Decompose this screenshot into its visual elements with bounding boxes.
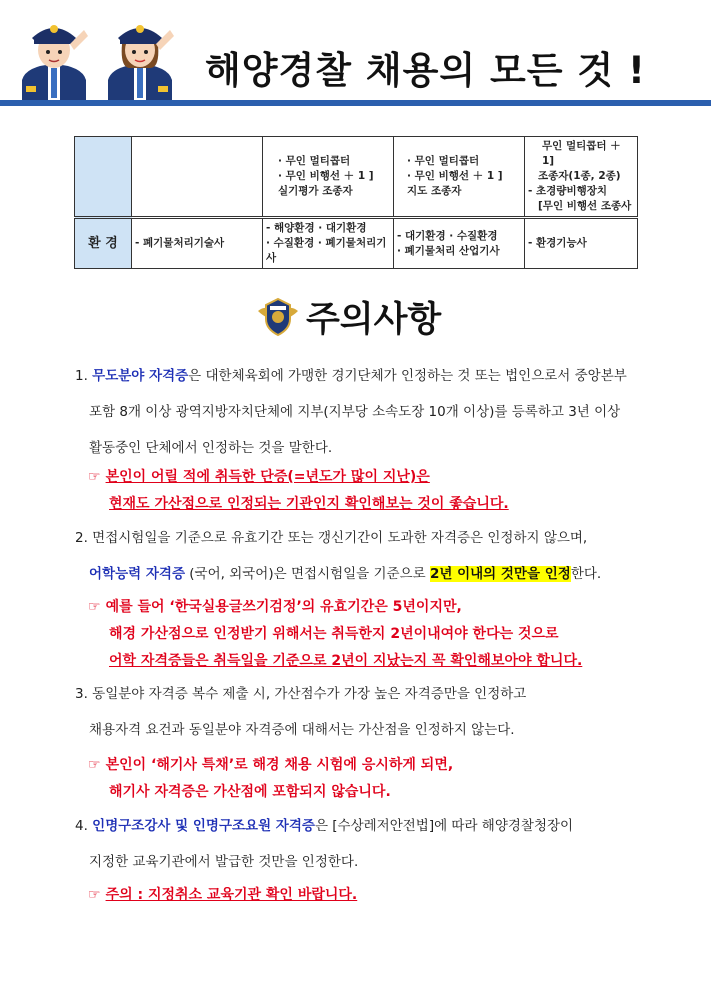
table-cell: - 환경기능사: [525, 218, 638, 269]
notice-item-2: [75, 520, 655, 592]
notice-heading: [256, 292, 441, 342]
cell-line: 실기평가 조종자: [278, 185, 353, 197]
cell-line: - 해양환경 · 대기환경: [266, 222, 367, 234]
cell-line: · 무인 멀티콥터: [278, 155, 351, 167]
warning-text: 본인이 어릴 적에 취득한 단증(=년도가 많이 지난)은: [105, 469, 430, 485]
notice-item-3: [75, 676, 655, 748]
item-number: 1.: [75, 368, 93, 384]
warning-text: 해경 가산점으로 인정받기 위해서는 취득한지 2년이내여야 한다는 것으로: [109, 626, 559, 642]
notice-title: 주의사항: [306, 300, 442, 340]
cell-line: 조종자(1종, 2종): [538, 170, 621, 182]
warning-note-1: [88, 464, 688, 518]
cell-line: 지도 조종자: [407, 185, 462, 197]
warning-note-2: [88, 594, 688, 675]
cell-line: [무인 비행선 조종사: [538, 200, 632, 212]
warning-line: [88, 752, 688, 779]
warning-text: 예를 들어 ‘한국실용글쓰기검정’의 유효기간은 5년이지만,: [105, 599, 462, 615]
warning-text: 주의 : 지정취소 교육기관 확인 바랍니다.: [105, 887, 358, 903]
warning-text: 어학 자격증들은 취득일을 기준으로 2년이 지났는지 꼭 확인해보아야 합니다.: [109, 653, 583, 669]
table-cell-category: [75, 137, 132, 218]
warning-line: [88, 491, 688, 518]
warning-text: 본인이 ‘해기사 특채’로 해경 채용 시험에 응시하게 되면,: [105, 757, 454, 773]
highlighted-term: 무도분야 자격증: [92, 368, 189, 384]
item-line: 포함 8개 이상 광역지방자치단체에 지부(지부당 소속도장 10개 이상)를 등록하고 3년 이상: [89, 404, 621, 420]
pointing-hand-icon: ☞: [88, 469, 101, 485]
warning-line: [88, 464, 688, 491]
item-line: 2. 면접시험일을 기준으로 유효기간 또는 갱신기간이 도과한 자격증은 인정하지 않으며,: [75, 530, 588, 546]
cell-line: · 폐기물처리 산업기사: [397, 244, 500, 257]
cell-line: · 수질환경 · 폐기물처리기사: [266, 237, 387, 264]
highlighted-text: 2년 이내의 것만을 인정: [429, 566, 571, 582]
table-cell: [263, 137, 394, 218]
warning-note-4: [88, 882, 688, 909]
warning-line: [88, 648, 688, 675]
table-cell: [394, 218, 525, 269]
cell-line: - 대기환경 · 수질환경: [397, 229, 498, 242]
item-line: 3. 동일분야 자격증 복수 제출 시, 가산점수가 가장 높은 자격증만을 인정하고: [75, 686, 527, 702]
pointing-hand-icon: ☞: [88, 887, 101, 903]
warning-line: [88, 594, 688, 621]
female-officer-icon: [100, 14, 180, 102]
certificate-table: [74, 136, 638, 269]
coast-guard-emblem-icon: [256, 297, 300, 337]
item-text: (국어, 외국어)은 면접시험일을 기준으로: [185, 566, 430, 582]
table-cell: [263, 218, 394, 269]
pointing-hand-icon: ☞: [88, 599, 101, 615]
cell-line: 무인 멀티콥터 ＋ 1]: [542, 140, 621, 167]
notice-item-1: [75, 358, 655, 466]
item-number: 4.: [75, 818, 93, 834]
item-line: 채용자격 요건과 동일분야 자격증에 대해서는 가산점을 인정하지 않는다.: [89, 722, 515, 738]
item-text: 은 대한체육회에 가맹한 경기단체가 인정하는 것 또는 법인으로서 중앙본부: [188, 368, 627, 384]
item-line: [75, 808, 655, 844]
table-cell: [394, 137, 525, 218]
cell-line: · 무인 비행선 ＋ 1 ]: [278, 170, 374, 182]
male-officer-icon: [14, 14, 94, 102]
table-row: [75, 218, 638, 269]
warning-text: 해기사 자격증은 가산점에 포함되지 않습니다.: [109, 784, 391, 800]
highlighted-term: 인명구조강사 및 인명구조요원 자격증: [92, 818, 315, 834]
table-cell-category: 환 경: [75, 218, 132, 269]
cell-line: · 무인 멀티콥터: [407, 155, 480, 167]
table-cell: - 폐기물처리기술사: [132, 218, 263, 269]
item-text: 한다.: [570, 566, 602, 582]
notice-item-4: [75, 808, 655, 880]
cell-line: · 무인 비행선 ＋ 1 ]: [407, 170, 503, 182]
warning-line: [88, 621, 688, 648]
item-line: [75, 358, 655, 394]
item-line: 지정한 교육기관에서 발급한 것만을 인정한다.: [89, 854, 359, 870]
warning-line: [88, 779, 688, 806]
warning-line: [88, 882, 688, 909]
item-text: 은 [수상레저안전법]에 따라 해양경찰청장이: [314, 818, 574, 834]
pointing-hand-icon: ☞: [88, 757, 101, 773]
table-row: [75, 137, 638, 218]
page-header: [0, 0, 711, 108]
highlighted-term: 어학능력 자격증: [89, 566, 185, 582]
warning-note-3: [88, 752, 688, 806]
header-divider: [0, 100, 711, 106]
page-title: 해양경찰 채용의 모든 것 !: [205, 49, 646, 92]
warning-text: 현재도 가산점으로 인정되는 기관인지 확인해보는 것이 좋습니다.: [109, 496, 509, 512]
item-line: 활동중인 단체에서 인정하는 것을 말한다.: [89, 440, 333, 456]
item-line: [75, 556, 655, 592]
cell-line: - 초경량비행장치: [528, 185, 608, 197]
table-cell: [525, 137, 638, 218]
table-cell: [132, 137, 263, 218]
